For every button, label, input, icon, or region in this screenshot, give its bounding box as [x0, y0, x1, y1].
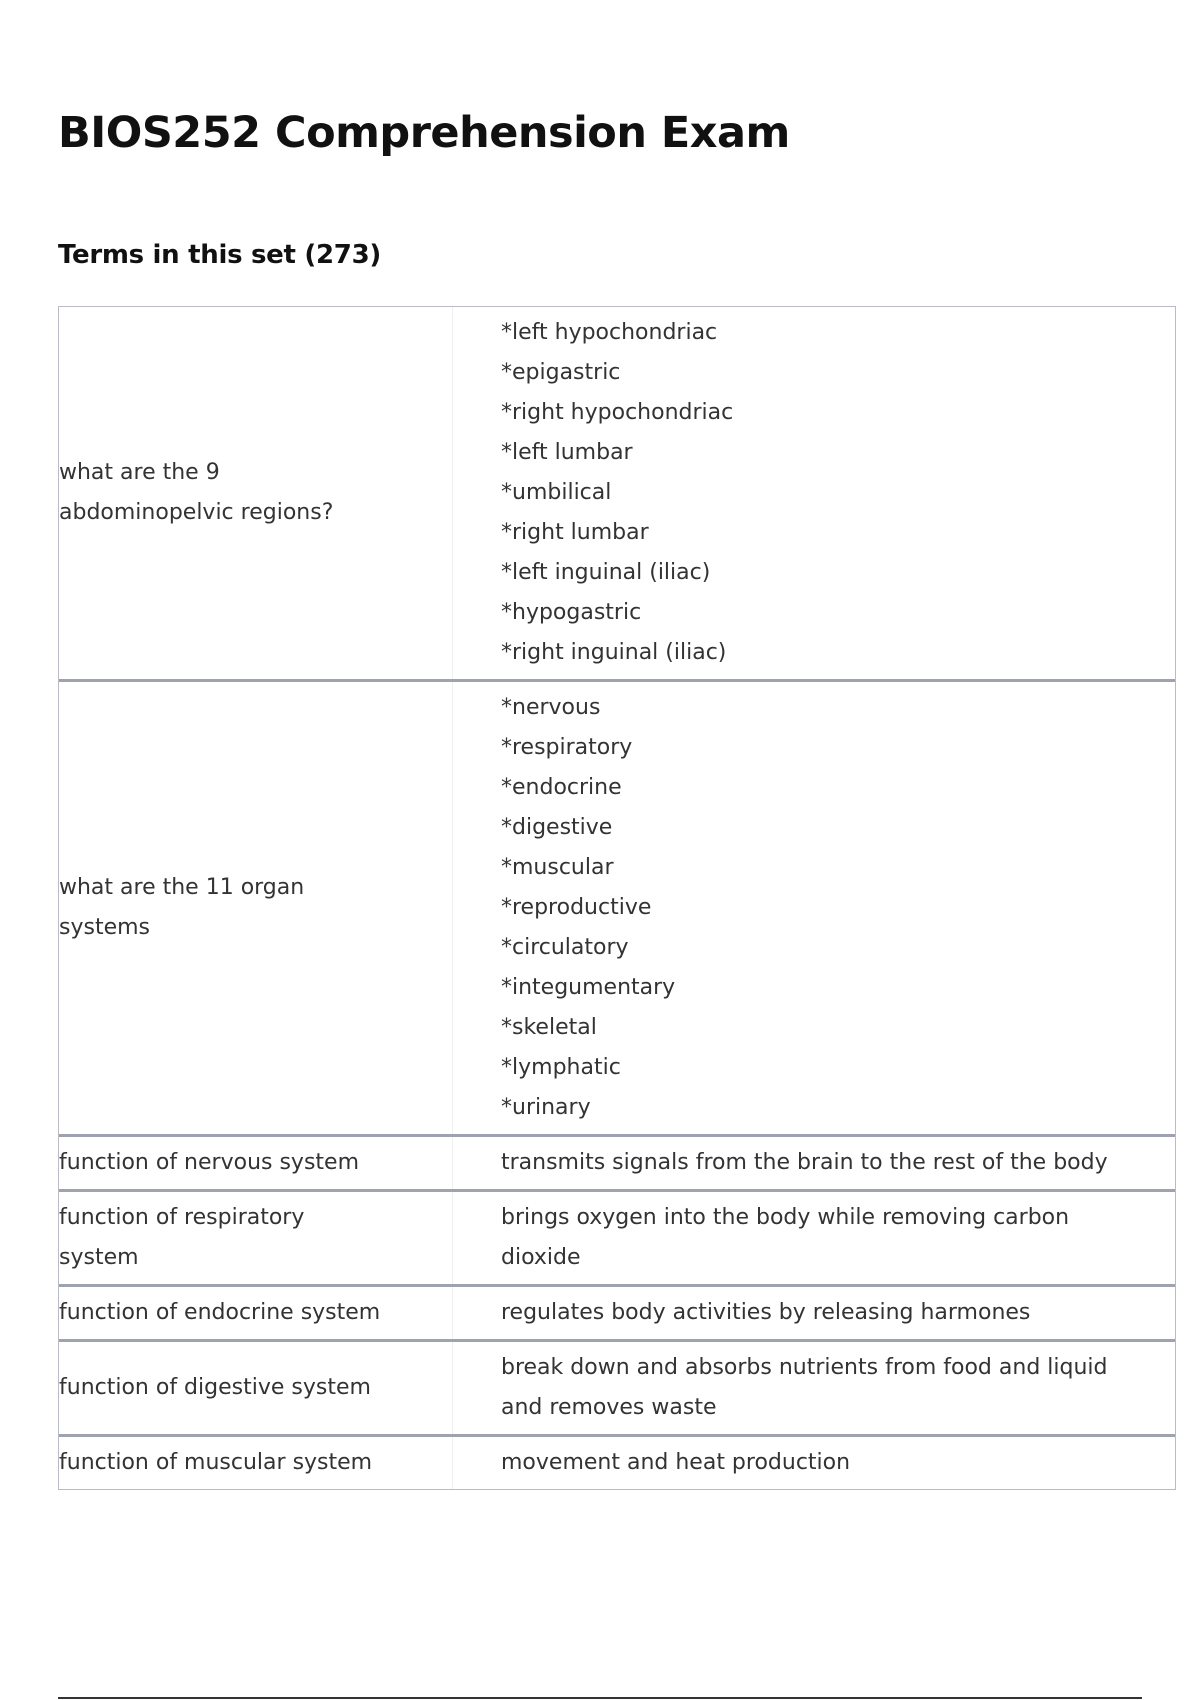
term-text: function of digestive system: [59, 1375, 371, 1400]
definition-text: [452, 1342, 1175, 1434]
terms-table: [58, 306, 1176, 1490]
definition-text: [452, 1192, 1175, 1284]
definition-line: *left lumbar: [501, 440, 633, 465]
definition-line: *urinary: [501, 1095, 591, 1120]
term-text: what are the 11 organ systems: [59, 875, 305, 940]
terms-count-heading: Terms in this set (273): [58, 240, 381, 270]
term-row: [59, 679, 1175, 1134]
definition-line: break down and absorbs nutrients from food and liquid and removes waste: [501, 1355, 1108, 1420]
term-text: what are the 9 abdominopelvic regions?: [59, 460, 334, 525]
definition-line: *right hypochondriac: [501, 400, 734, 425]
term-text: function of muscular system: [59, 1450, 373, 1475]
definition-text: [452, 1437, 1175, 1489]
definition-line: *digestive: [501, 815, 613, 840]
definition-line: *circulatory: [501, 935, 629, 960]
definition-line: transmits signals from the brain to the rest of the body: [501, 1150, 1108, 1175]
definition-line: *left hypochondriac: [501, 320, 718, 345]
definition-line: *skeletal: [501, 1015, 597, 1040]
definition-line: *lymphatic: [501, 1055, 621, 1080]
definition-line: movement and heat production: [501, 1450, 851, 1475]
page-title: BIOS252 Comprehension Exam: [58, 108, 790, 158]
definition-line: *muscular: [501, 855, 614, 880]
definition-line: *right lumbar: [501, 520, 649, 545]
term-row: [59, 1134, 1175, 1189]
definition-line: *left inguinal (iliac): [501, 560, 711, 585]
definition-line: *umbilical: [501, 480, 612, 505]
definition-line: *integumentary: [501, 975, 676, 1000]
definition-line: *endocrine: [501, 775, 622, 800]
definition-line: regulates body activities by releasing harmones: [501, 1300, 1031, 1325]
definition-line: *reproductive: [501, 895, 652, 920]
definition-line: *respiratory: [501, 735, 633, 760]
term-text: function of endocrine system: [59, 1300, 381, 1325]
definition-line: *nervous: [501, 695, 601, 720]
term-text: function of nervous system: [59, 1150, 359, 1175]
definition-line: *epigastric: [501, 360, 621, 385]
term-row: [59, 1189, 1175, 1284]
term-row: [59, 307, 1175, 679]
definition-line: brings oxygen into the body while removing carbon dioxide: [501, 1205, 1070, 1270]
definition-text: [452, 682, 1175, 1134]
definition-text: [452, 307, 1175, 679]
definition-line: *right inguinal (iliac): [501, 640, 727, 665]
term-row: [59, 1284, 1175, 1339]
definition-line: *hypogastric: [501, 600, 642, 625]
definition-text: [452, 1287, 1175, 1339]
footer-divider: [58, 1697, 1142, 1699]
term-row: [59, 1339, 1175, 1434]
term-row: [59, 1434, 1175, 1489]
term-text: function of respiratory system: [59, 1205, 305, 1270]
definition-text: [452, 1137, 1175, 1189]
